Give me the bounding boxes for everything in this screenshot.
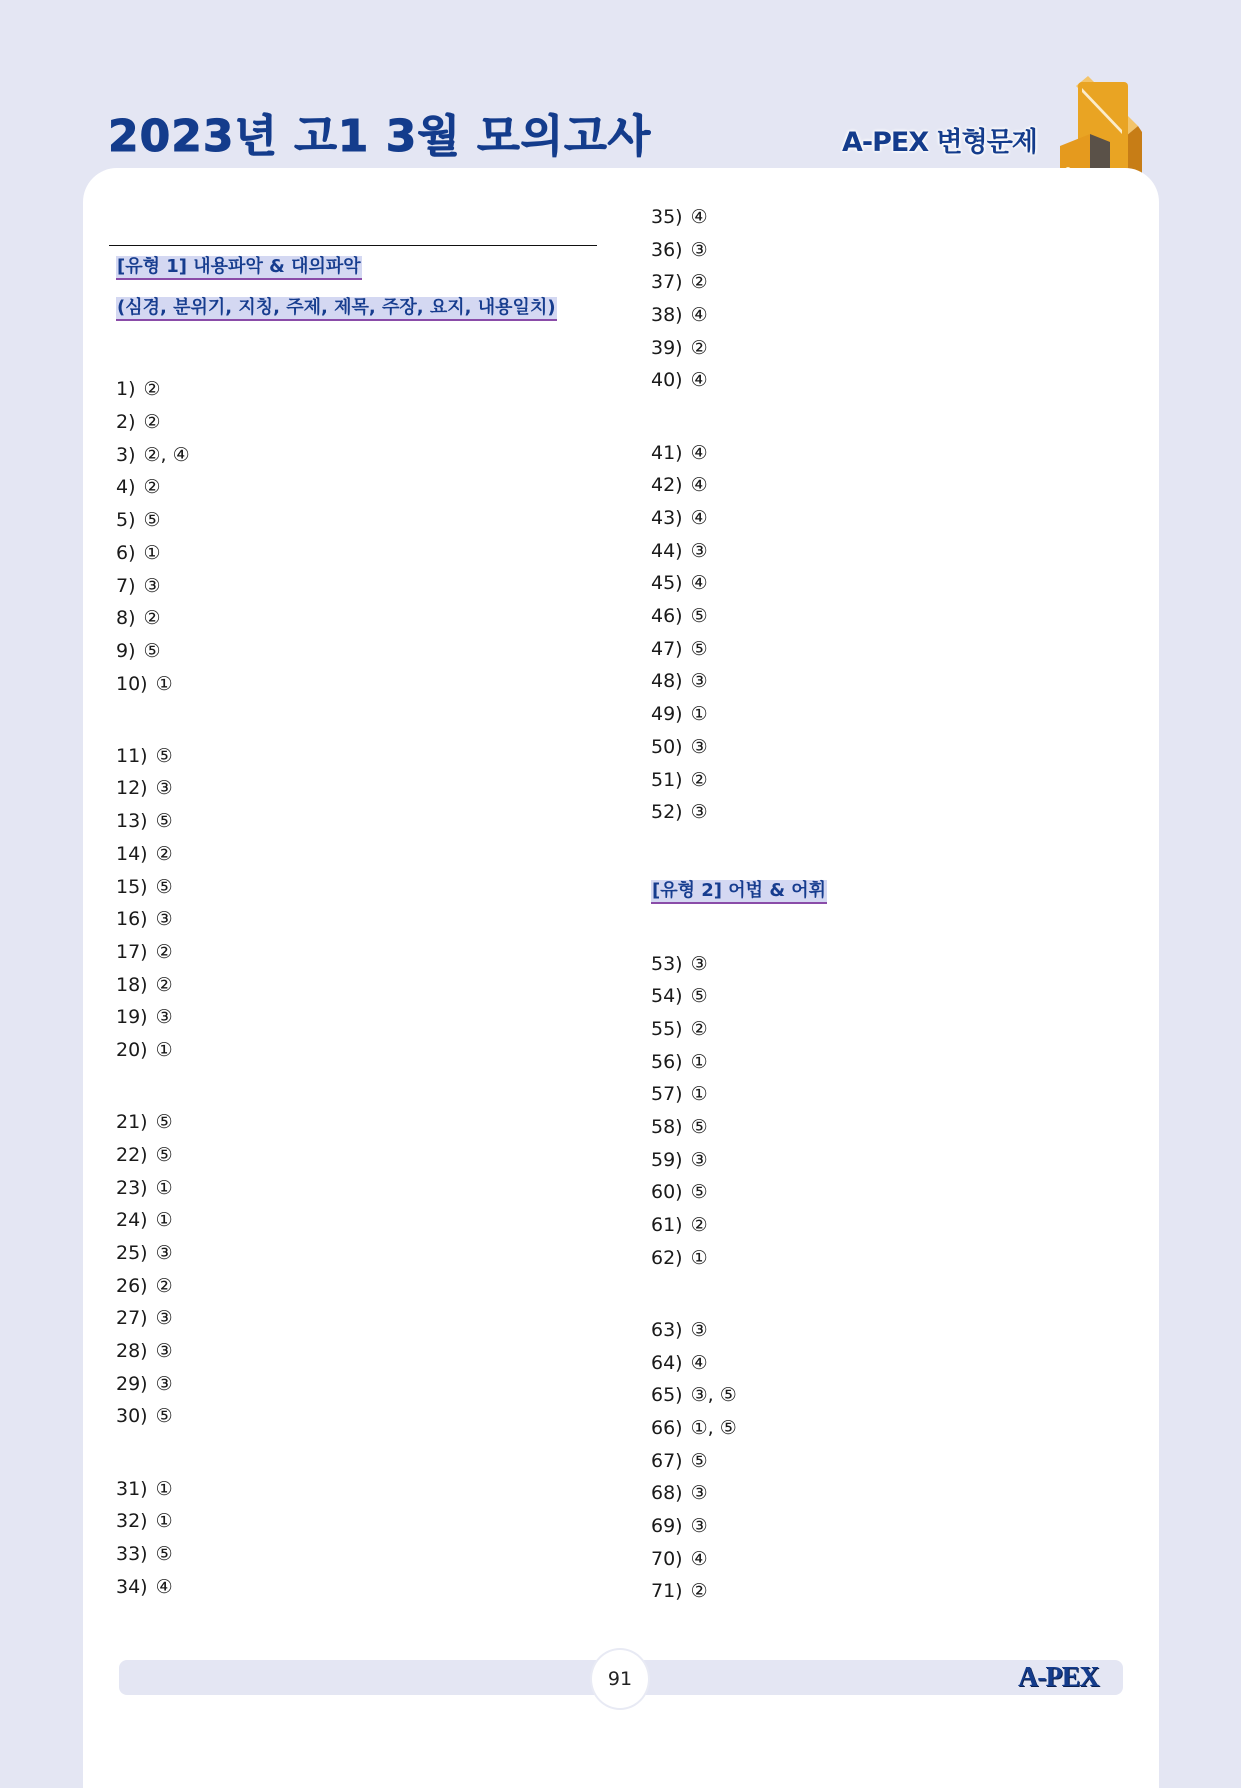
answer-item: [116, 1571, 557, 1604]
answer-choice: ⑤: [690, 605, 708, 628]
answer-item: [116, 1001, 557, 1034]
answer-choice: ⑤: [155, 1542, 173, 1565]
section-heading-type2: [유형 2] 어법 & 어휘: [651, 880, 827, 904]
question-number: 68): [651, 1482, 683, 1505]
answer-choice: ④: [690, 304, 708, 327]
answer-item: [116, 1505, 557, 1538]
answer-item: [651, 364, 827, 397]
answer-item: [651, 567, 827, 600]
answer-choice: ②: [690, 336, 708, 359]
question-number: 23): [116, 1176, 148, 1199]
answer-item: [651, 1013, 827, 1046]
question-number: 70): [651, 1547, 683, 1570]
question-number: 10): [116, 672, 148, 695]
question-number: 17): [116, 940, 148, 963]
question-number: 28): [116, 1339, 148, 1362]
answer-choice: ⑤: [143, 639, 161, 662]
question-number: 40): [651, 369, 683, 392]
answer-choice: ②: [143, 476, 161, 499]
answer-item: [116, 936, 557, 969]
answer-group: [116, 373, 557, 700]
answer-choice: ⑤: [143, 509, 161, 532]
question-number: 69): [651, 1515, 683, 1538]
answer-choice: ③: [155, 1372, 173, 1395]
answer-item: [116, 772, 557, 805]
answer-item: [116, 1237, 557, 1270]
answer-choice: ④: [690, 441, 708, 464]
question-number: 8): [116, 607, 136, 630]
answer-choice: ①: [143, 541, 161, 564]
question-number: 44): [651, 539, 683, 562]
answer-item: [651, 764, 827, 797]
answer-item: [116, 471, 557, 504]
answer-choice: ②: [143, 607, 161, 630]
question-number: 32): [116, 1510, 148, 1533]
answers-left-column: [116, 250, 557, 1603]
answer-choice: ①: [690, 1246, 708, 1269]
answer-choice: ③: [690, 670, 708, 693]
answer-choice: ④: [690, 369, 708, 392]
question-number: 66): [651, 1417, 683, 1439]
answer-choice: ②: [143, 411, 161, 434]
answer-item: [651, 1046, 827, 1079]
answer-item: [116, 1335, 557, 1368]
answer-item: [651, 437, 827, 470]
question-number: 29): [116, 1372, 148, 1395]
question-number: 48): [651, 670, 683, 693]
question-number: 14): [116, 842, 148, 865]
answer-group: [116, 740, 557, 1067]
answer-choice: ②: [690, 1017, 708, 1040]
answer-item: [116, 1204, 557, 1237]
answer-item: [116, 1538, 557, 1571]
question-number: 65): [651, 1384, 683, 1407]
question-number: 64): [651, 1351, 683, 1374]
question-number: 55): [651, 1017, 683, 1040]
answer-item: [651, 1078, 827, 1111]
answer-choice: ①: [690, 1050, 708, 1073]
answer-item: [651, 1242, 827, 1275]
answer-item: [651, 266, 827, 299]
answer-choice: ②: [155, 842, 173, 865]
answer-choice: ③: [690, 1482, 708, 1505]
answer-group: [651, 948, 827, 1275]
answer-item: [116, 1473, 557, 1506]
answer-item: [116, 1034, 557, 1067]
question-number: 49): [651, 703, 683, 726]
answer-choice: ②: [690, 1214, 708, 1237]
answer-choice: ③: [690, 1148, 708, 1171]
answer-item: [651, 1477, 827, 1510]
answer-choice: ②: [155, 973, 173, 996]
answer-choice: ④: [690, 1547, 708, 1570]
question-number: 54): [651, 985, 683, 1008]
question-number: 33): [116, 1542, 148, 1565]
answer-item: [116, 635, 557, 668]
question-number: 26): [116, 1274, 148, 1297]
answer-item: [651, 1347, 827, 1380]
answer-choice: ①: [155, 1176, 173, 1199]
question-number: 37): [651, 271, 683, 294]
question-number: 56): [651, 1050, 683, 1073]
answer-choice: ⑤: [690, 985, 708, 1008]
answer-choice: ③: [690, 539, 708, 562]
answer-item: [651, 1445, 827, 1478]
answer-item: [651, 1209, 827, 1242]
answer-choice: ⑤: [690, 637, 708, 660]
answer-item: [651, 299, 827, 332]
answer-choice: ⑤: [155, 744, 173, 767]
answer-choice: ⑤: [155, 1111, 173, 1134]
answer-item: [651, 332, 827, 365]
question-number: 5): [116, 509, 136, 532]
answer-choice: ③: [155, 1006, 173, 1029]
answer-choice: ②: [690, 1580, 708, 1603]
answer-item: [651, 535, 827, 568]
question-number: 9): [116, 639, 136, 662]
answer-item: [651, 980, 827, 1013]
question-number: 57): [651, 1083, 683, 1106]
answer-choice: ③: [690, 952, 708, 975]
question-number: 22): [116, 1143, 148, 1166]
answer-choice: ③: [690, 801, 708, 824]
question-number: 63): [651, 1318, 683, 1341]
answer-item: [116, 602, 557, 635]
answer-choice: ⑤: [690, 1181, 708, 1204]
answer-choice: ④: [690, 572, 708, 595]
answer-choice: ③: [690, 1318, 708, 1341]
section-heading-type1: [유형 1] 내용파악 & 대의파악: [116, 256, 362, 280]
answer-choice: ③: [155, 777, 173, 800]
answer-item: [116, 1270, 557, 1303]
answer-item: [116, 1139, 557, 1172]
footer-logo: A-PEX: [1018, 1662, 1099, 1693]
question-number: 21): [116, 1111, 148, 1134]
answer-choice: ④: [690, 206, 708, 228]
answer-choice: ①, ⑤: [690, 1417, 737, 1439]
answer-choice: ②: [690, 271, 708, 294]
answer-item: [116, 504, 557, 537]
answer-choice: ③: [690, 735, 708, 758]
answer-choice: ③: [690, 1515, 708, 1538]
answer-item: [116, 1172, 557, 1205]
answer-group: [651, 201, 827, 397]
answer-choice: ④: [690, 507, 708, 529]
answer-group: [116, 1106, 557, 1433]
answer-item: [116, 1106, 557, 1139]
question-number: 6): [116, 541, 136, 564]
answer-item: [116, 1302, 557, 1335]
answer-item: [651, 201, 827, 234]
question-number: 19): [116, 1006, 148, 1029]
answer-choice: ③: [155, 1241, 173, 1264]
answer-item: [116, 373, 557, 406]
answer-choice: ③: [155, 1307, 173, 1330]
question-number: 7): [116, 574, 136, 597]
answer-item: [651, 469, 827, 502]
question-number: 16): [116, 908, 148, 931]
answer-item: [116, 537, 557, 570]
answer-item: [651, 796, 827, 829]
answer-item: [651, 234, 827, 267]
question-number: 1): [116, 378, 136, 401]
question-number: 15): [116, 875, 148, 898]
question-number: 38): [651, 304, 683, 327]
answer-choice: ②: [155, 940, 173, 963]
question-number: 46): [651, 605, 683, 628]
answer-item: [651, 633, 827, 666]
section-subheading-type1: (심경, 분위기, 지칭, 주제, 제목, 주장, 요지, 내용일치): [116, 297, 557, 321]
answer-item: [116, 406, 557, 439]
answer-choice: ②: [690, 768, 708, 791]
question-number: 4): [116, 476, 136, 499]
answer-choice: ②, ④: [143, 443, 190, 466]
answer-item: [651, 1314, 827, 1347]
question-number: 18): [116, 973, 148, 996]
question-number: 67): [651, 1449, 683, 1472]
page-number: 91: [590, 1648, 650, 1710]
question-number: 13): [116, 810, 148, 833]
answer-choice: ①: [155, 1477, 173, 1500]
question-number: 30): [116, 1405, 148, 1428]
answer-choice: ③: [155, 1339, 173, 1362]
question-number: 31): [116, 1477, 148, 1500]
question-number: 58): [651, 1116, 683, 1138]
question-number: 27): [116, 1307, 148, 1330]
answer-item: [651, 948, 827, 981]
answer-group: [116, 1473, 557, 1604]
brand-logo-text: A-PEX 변형문제: [842, 127, 1037, 158]
answer-choice: ③: [143, 574, 161, 597]
answer-choice: ⑤: [155, 1405, 173, 1428]
answer-choice: ①: [155, 1209, 173, 1232]
answer-choice: ⑤: [690, 1449, 708, 1472]
question-number: 52): [651, 801, 683, 824]
answer-item: [116, 439, 557, 472]
question-number: 59): [651, 1148, 683, 1171]
answer-choice: ③, ⑤: [690, 1384, 737, 1407]
answer-item: [116, 871, 557, 904]
question-number: 53): [651, 952, 683, 975]
question-number: 62): [651, 1246, 683, 1269]
question-number: 36): [651, 238, 683, 261]
question-number: 51): [651, 768, 683, 791]
question-number: 34): [116, 1575, 148, 1598]
answer-choice: ②: [143, 378, 161, 401]
page-title: 2023년 고1 3월 모의고사: [108, 111, 652, 162]
answer-choice: ⑤: [155, 810, 173, 833]
question-number: 35): [651, 206, 683, 228]
question-number: 43): [651, 507, 683, 529]
answer-item: [116, 838, 557, 871]
answer-item: [116, 969, 557, 1002]
answer-group: [651, 1314, 827, 1608]
answer-choice: ③: [155, 908, 173, 931]
answer-item: [116, 1400, 557, 1433]
answer-item: [116, 668, 557, 701]
answer-item: [651, 1176, 827, 1209]
answer-choice: ①: [690, 703, 708, 726]
question-number: 41): [651, 441, 683, 464]
answer-choice: ⑤: [690, 1116, 708, 1138]
question-number: 50): [651, 735, 683, 758]
question-number: 20): [116, 1038, 148, 1061]
answer-item: [651, 502, 827, 535]
answer-item: [651, 1412, 827, 1445]
answer-item: [116, 740, 557, 773]
answer-choice: ①: [155, 1038, 173, 1061]
answer-item: [116, 570, 557, 603]
answer-item: [651, 665, 827, 698]
answer-item: [651, 698, 827, 731]
answer-choice: ④: [155, 1575, 173, 1598]
answer-choice: ③: [690, 238, 708, 261]
question-number: 2): [116, 411, 136, 434]
question-number: 24): [116, 1209, 148, 1232]
question-number: 11): [116, 744, 148, 767]
answer-choice: ②: [155, 1274, 173, 1297]
question-number: 25): [116, 1241, 148, 1264]
question-number: 42): [651, 474, 683, 497]
question-number: 39): [651, 336, 683, 359]
question-number: 12): [116, 777, 148, 800]
answer-item: [651, 1543, 827, 1576]
question-number: 47): [651, 637, 683, 660]
answers-right-column: [651, 201, 827, 1608]
answer-item: [651, 731, 827, 764]
answer-item: [651, 1111, 827, 1144]
answer-item: [651, 1379, 827, 1412]
answer-choice: ④: [690, 474, 708, 497]
question-number: 71): [651, 1580, 683, 1603]
answer-item: [651, 1575, 827, 1608]
question-number: 60): [651, 1181, 683, 1204]
answer-choice: ①: [155, 1510, 173, 1533]
answer-choice: ⑤: [155, 1143, 173, 1166]
answer-choice: ⑤: [155, 875, 173, 898]
section-divider: [109, 245, 597, 246]
answer-item: [651, 600, 827, 633]
question-number: 3): [116, 443, 136, 466]
answer-item: [651, 1510, 827, 1543]
answer-choice: ④: [690, 1351, 708, 1374]
answer-choice: ①: [690, 1083, 708, 1106]
answer-item: [651, 1144, 827, 1177]
question-number: 61): [651, 1214, 683, 1237]
question-number: 45): [651, 572, 683, 595]
answer-group: [651, 437, 827, 829]
answer-item: [116, 903, 557, 936]
answer-choice: ①: [155, 672, 173, 695]
answer-item: [116, 1368, 557, 1401]
answer-item: [116, 805, 557, 838]
